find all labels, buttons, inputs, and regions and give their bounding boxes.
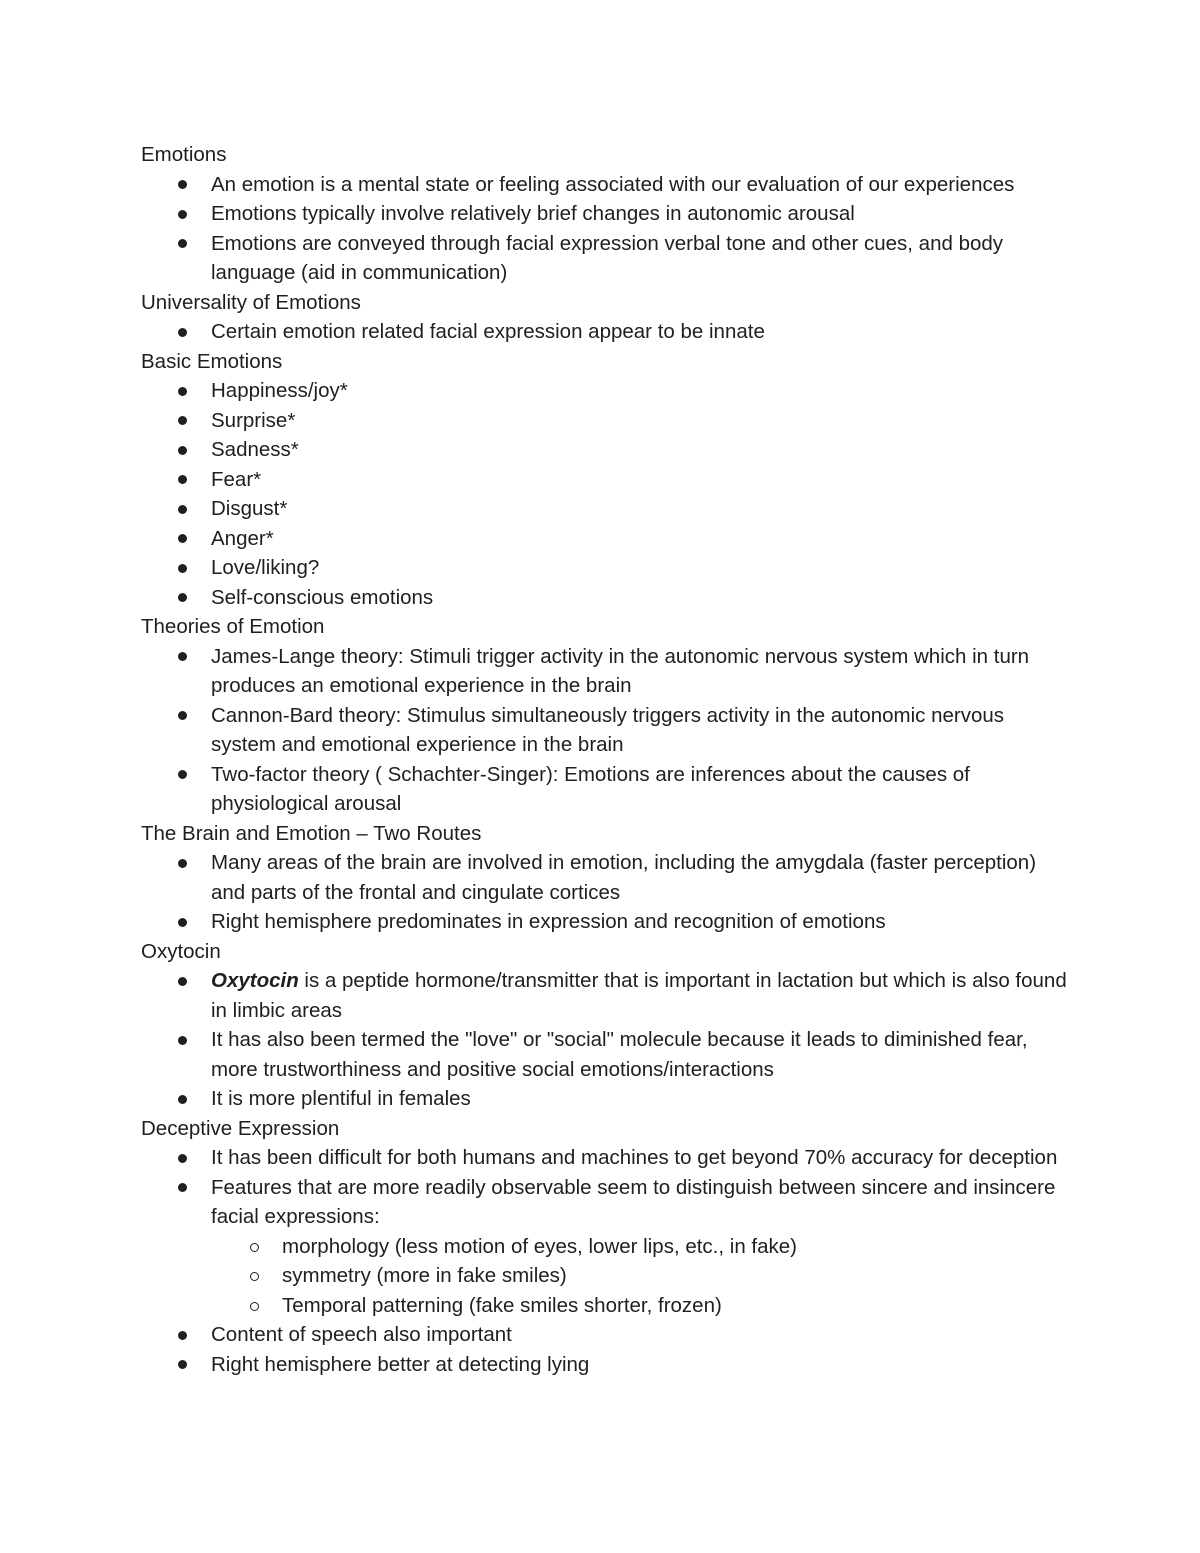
list-item: James-Lange theory: Stimuli trigger activity in the autonomic nervous system which in turn produces an emotional experience in the brain bbox=[211, 642, 1071, 701]
list-item: Love/liking? bbox=[211, 553, 1071, 583]
hollow-bullet-icon bbox=[250, 1302, 259, 1311]
list-item: It has been difficult for both humans and machines to get beyond 70% accuracy for deception bbox=[211, 1143, 1071, 1173]
bullet-icon bbox=[178, 711, 187, 720]
emotions-list bbox=[141, 170, 1071, 288]
bullet-icon bbox=[178, 593, 187, 602]
bullet-icon bbox=[178, 1095, 187, 1104]
list-item: Surprise* bbox=[211, 406, 1071, 436]
bullet-icon bbox=[178, 1360, 187, 1369]
bullet-icon bbox=[178, 239, 187, 248]
bullet-icon bbox=[178, 1036, 187, 1045]
bullet-icon bbox=[178, 918, 187, 927]
list-item: Fear* bbox=[211, 465, 1071, 495]
list-item: It is more plentiful in females bbox=[211, 1084, 1071, 1114]
universality-list bbox=[141, 317, 1071, 347]
bullet-icon bbox=[178, 505, 187, 514]
list-item: Right hemisphere better at detecting lying bbox=[211, 1350, 1071, 1380]
bullet-icon bbox=[178, 1331, 187, 1340]
list-item: Many areas of the brain are involved in emotion, including the amygdala (faster perception) and parts of the frontal and cingulate cortices bbox=[211, 848, 1071, 907]
brain-emotion-list bbox=[141, 848, 1071, 937]
sub-list-item: morphology (less motion of eyes, lower lips, etc., in fake) bbox=[282, 1232, 1071, 1262]
bullet-icon bbox=[178, 977, 187, 986]
section-heading-brain-emotion: The Brain and Emotion – Two Routes bbox=[141, 821, 482, 845]
list-item: Sadness* bbox=[211, 435, 1071, 465]
hollow-bullet-icon bbox=[250, 1243, 259, 1252]
section-heading-theories: Theories of Emotion bbox=[141, 615, 325, 638]
section-heading-deceptive-expression: Deceptive Expression bbox=[141, 1116, 340, 1140]
list-item: An emotion is a mental state or feeling associated with our evaluation of our experiences bbox=[211, 170, 1071, 200]
bullet-icon bbox=[178, 564, 187, 573]
list-item: Happiness/joy* bbox=[211, 376, 1071, 406]
bullet-icon bbox=[178, 1183, 187, 1192]
list-item: Disgust* bbox=[211, 494, 1071, 524]
bullet-icon bbox=[178, 652, 187, 661]
bullet-icon bbox=[178, 770, 187, 779]
bullet-icon bbox=[178, 180, 187, 189]
bullet-icon bbox=[178, 1154, 187, 1163]
bullet-icon bbox=[178, 328, 187, 337]
document-page bbox=[141, 140, 1071, 1379]
oxytocin-list bbox=[141, 966, 1071, 1114]
section-heading-universality: Universality of Emotions bbox=[141, 290, 361, 314]
bullet-icon bbox=[178, 534, 187, 543]
bullet-icon bbox=[178, 387, 187, 396]
bullet-icon bbox=[178, 446, 187, 455]
sub-list-item: Temporal patterning (fake smiles shorter, frozen) bbox=[282, 1291, 1071, 1321]
section-heading-basic-emotions: Basic Emotions bbox=[141, 349, 283, 373]
sub-list-item: symmetry (more in fake smiles) bbox=[282, 1261, 1071, 1291]
list-item: Emotions typically involve relatively brief changes in autonomic arousal bbox=[211, 199, 1071, 229]
list-item: It has also been termed the "love" or "social" molecule because it leads to diminished fear, more trustworthiness and positive social emotions/interactions bbox=[211, 1025, 1071, 1084]
list-item: Content of speech also important bbox=[211, 1320, 1071, 1350]
bullet-icon bbox=[178, 475, 187, 484]
list-item: Anger* bbox=[211, 524, 1071, 554]
section-heading-emotions: Emotions bbox=[141, 143, 227, 166]
theories-list bbox=[141, 642, 1071, 819]
list-item: Emotions are conveyed through facial expression verbal tone and other cues, and body language (aid in communication) bbox=[211, 229, 1071, 288]
list-item: Oxytocin is a peptide hormone/transmitter that is important in lactation but which is also found in limbic areas bbox=[211, 966, 1071, 1025]
features-sublist bbox=[211, 1232, 1071, 1321]
list-item: Right hemisphere predominates in expression and recognition of emotions bbox=[211, 907, 1071, 937]
list-item: Two-factor theory ( Schachter-Singer): Emotions are inferences about the causes of physiological arousal bbox=[211, 760, 1071, 819]
list-item: Features that are more readily observable seem to distinguish between sincere and insincere facial expressions: morphology (less motion of eyes, lower lips, etc., in fake) symmetry (more in fake smiles) Temporal patterning (fake smiles shorter, frozen) bbox=[211, 1173, 1071, 1321]
section-heading-oxytocin: Oxytocin bbox=[141, 939, 221, 963]
basic-emotions-list bbox=[141, 376, 1071, 612]
list-item: Cannon-Bard theory: Stimulus simultaneously triggers activity in the autonomic nervous system and emotional experience in the brain bbox=[211, 701, 1071, 760]
list-item: Certain emotion related facial expression appear to be innate bbox=[211, 317, 1071, 347]
bullet-icon bbox=[178, 859, 187, 868]
deceptive-expression-list bbox=[141, 1143, 1071, 1379]
bullet-icon bbox=[178, 416, 187, 425]
list-item: Self-conscious emotions bbox=[211, 583, 1071, 613]
bullet-icon bbox=[178, 210, 187, 219]
oxytocin-term: Oxytocin bbox=[211, 969, 299, 992]
hollow-bullet-icon bbox=[250, 1272, 259, 1281]
